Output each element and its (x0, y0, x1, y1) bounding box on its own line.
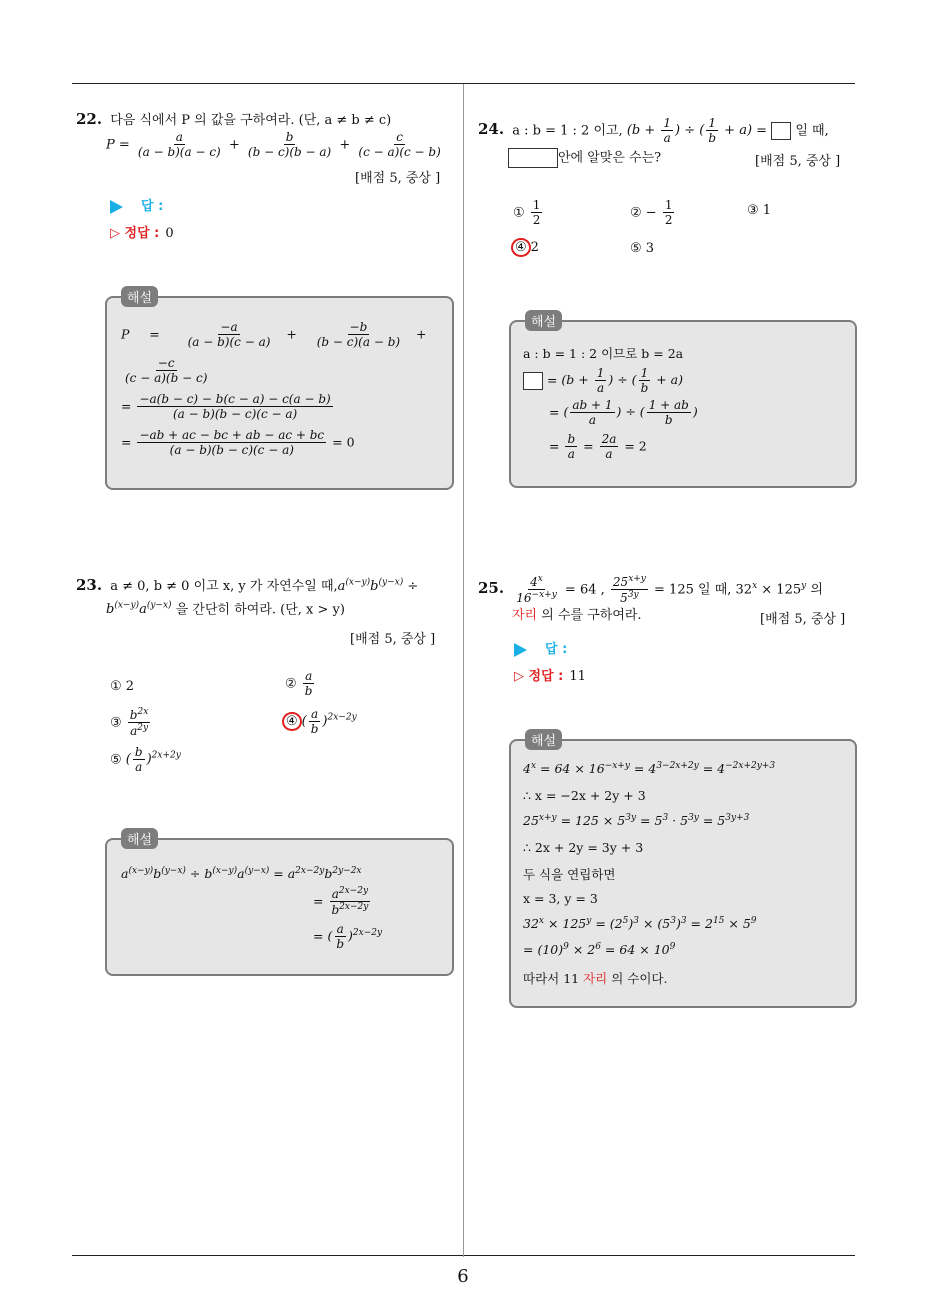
question-text: a ≠ 0, b ≠ 0 이고 x, y 가 자연수일 때, (110, 579, 338, 594)
explanation-tag: 해설 (121, 286, 158, 307)
play-icon (110, 200, 123, 214)
solution-line: = $\frac{-a(b - c) - b(c - a) - c(a - b)}{(a - b)(b - c)(c - a)}$ (121, 392, 331, 422)
question-25-line2: 자리 의 수를 구하여라. (512, 608, 642, 623)
solution-line: 두 식을 연립하면 (523, 867, 616, 882)
solution-line: = ( $\frac{a}{b}$ )$^{2x-2y}$ (313, 922, 383, 952)
triangle-outline-icon: ▷ (110, 226, 125, 241)
page-number: 6 (457, 1266, 469, 1287)
option-2[interactable]: ② $\frac{a}{b}$ (285, 669, 313, 699)
option-5[interactable]: ⑤ ( $\frac{b}{a}$ )$^{2x+2y}$ (110, 745, 181, 775)
explanation-box (509, 315, 857, 488)
answer-line: 답 : (110, 195, 163, 214)
solution-line: = $(10)^9 \times 2^6 = 64 \times 10^9$ (523, 942, 676, 958)
option-5[interactable]: ⑤ 3 (630, 241, 655, 256)
option-3[interactable]: ③ 1 (747, 203, 772, 218)
question-25: 25. $\frac{4^x}{16^{-x+y}}$ = 64 , $\frac{25^{x+y}}{5^{3y}}$ = 125 일 때, $32^x \times 125^y$ 의 (478, 574, 823, 606)
solution-line: $4^x = 64 \times 16^{-x+y} = 4^{3-2x+2y} = 4^{-2x+2y+3}$ (523, 761, 776, 777)
option-2[interactable]: ② − $\frac{1}{2}$ (630, 198, 673, 228)
option-1[interactable]: ① 2 (110, 679, 135, 694)
solution-line: = (b + $\frac{1}{a}$ ) ÷ ( $\frac{1}{b}$ + a) (523, 366, 683, 396)
question-22 (76, 108, 456, 131)
solution-line: 따라서 11 자리 의 수이다. (523, 971, 668, 986)
solution-line: $25^{x+y} = 125 \times 5^{3y} = 5^3 \cdot 5^{3y} = 5^{3y+3}$ (523, 813, 750, 829)
explanation-tag: 해설 (525, 310, 562, 331)
question-23-line2: $b^{(x-y)}a^{(y-x)}$ 을 간단히 하여라. (단, x > y) (106, 601, 345, 618)
explanation-tag: 해설 (525, 729, 562, 750)
solution-line: = $\frac{b}{a}$ = $\frac{2a}{a}$ = 2 (549, 432, 647, 462)
solution-line: a : b = 1 : 2 이므로 b = 2a (523, 346, 684, 361)
correct-answer: ▷ 정답 : 0 (110, 226, 174, 241)
blank-box (771, 122, 791, 140)
explanation-box (105, 833, 454, 976)
question-number: 25. (478, 579, 505, 598)
option-4[interactable]: ④ 2 (511, 238, 539, 257)
question-number: 23. (76, 576, 103, 594)
question-24-line2: 안에 알맞은 수는? (508, 148, 661, 168)
blank-box (523, 372, 543, 390)
question-22-formula: P = $\frac{a}{(a - b)(a - c)}$ + $\frac{b}{(b - c)(b - a)}$ + $\frac{c}{(c - a)(c - b)}$ (106, 130, 441, 160)
question-meta: [배점 5, 중상 ] (355, 171, 441, 186)
solution-line: ∴ 2x + 2y = 3y + 3 (523, 840, 644, 855)
solution-line: $a^{(x-y)}b^{(y-x)} \div b^{(x-y)}a^{(y-x)} = a^{2x-2y}b^{2y-2x}$ (121, 866, 362, 882)
explanation-box (105, 291, 454, 490)
solution-line: $\frac{-c}{(c - a)(b - c)}$ (125, 356, 208, 386)
question-text: 다음 식에서 P 의 값을 구하여라. (단, a ≠ b ≠ c) (110, 113, 392, 128)
option-3[interactable]: ③ $\frac{b^{2x}}{a^{2y}}$ (110, 707, 149, 739)
question-meta: [배점 5, 중상 ] (350, 632, 436, 647)
selected-answer-mark: ④ (511, 238, 531, 257)
solution-line: x = 3, y = 3 (523, 891, 598, 906)
solution-line: P = $\frac{-a}{(a - b)(c - a)}$ + $\frac{-b}{(b - c)(a - b)}$ + (121, 320, 427, 350)
solution-line: $32^x \times 125^y = (2^5)^3 \times (5^3)^3 = 2^{15} \times 5^9$ (523, 916, 757, 932)
question-number: 22. (76, 110, 103, 128)
selected-answer-mark: ④ (282, 712, 302, 731)
question-meta: [배점 5, 중상 ] (760, 612, 846, 627)
solution-line: = ( $\frac{ab + 1}{a}$ ) ÷ ( $\frac{1 + ab}{b}$ ) (549, 398, 698, 428)
question-24: 24. a : b = 1 : 2 이고, (b + $\frac{1}{a}$ ) ÷ ( $\frac{1}{b}$ + a) = 일 때, (478, 116, 829, 146)
triangle-outline-icon: ▷ (514, 669, 529, 684)
answer-line: 답 : (514, 638, 567, 657)
play-icon (514, 643, 527, 657)
question-number: 24. (478, 120, 505, 139)
option-4[interactable]: ④ ( $\frac{a}{b}$ )$^{2x-2y}$ (282, 707, 357, 737)
solution-line: ∴ x = −2x + 2y + 3 (523, 788, 646, 803)
explanation-box (509, 734, 857, 1008)
question-text: a : b = 1 : 2 이고, (512, 123, 623, 139)
explanation-tag: 해설 (121, 828, 158, 849)
correct-answer: ▷ 정답 : 11 (514, 669, 586, 684)
option-1[interactable]: ① $\frac{1}{2}$ (513, 198, 541, 228)
column-divider (463, 84, 464, 1257)
question-23: 23. a ≠ 0, b ≠ 0 이고 x, y 가 자연수일 때$,a^{(x-y)}b^{(y-x)}$ ÷ (76, 576, 419, 594)
question-meta: [배점 5, 중상 ] (755, 154, 841, 169)
solution-line: = $\frac{-ab + ac - bc + ab - ac + bc}{(a - b)(b - c)(c - a)}$ = 0 (121, 428, 355, 458)
question-text: 일 때, (795, 123, 829, 139)
blank-box (508, 148, 558, 168)
solution-line: = $\frac{a^{2x-2y}}{b^{2x-2y}}$ (313, 886, 369, 918)
